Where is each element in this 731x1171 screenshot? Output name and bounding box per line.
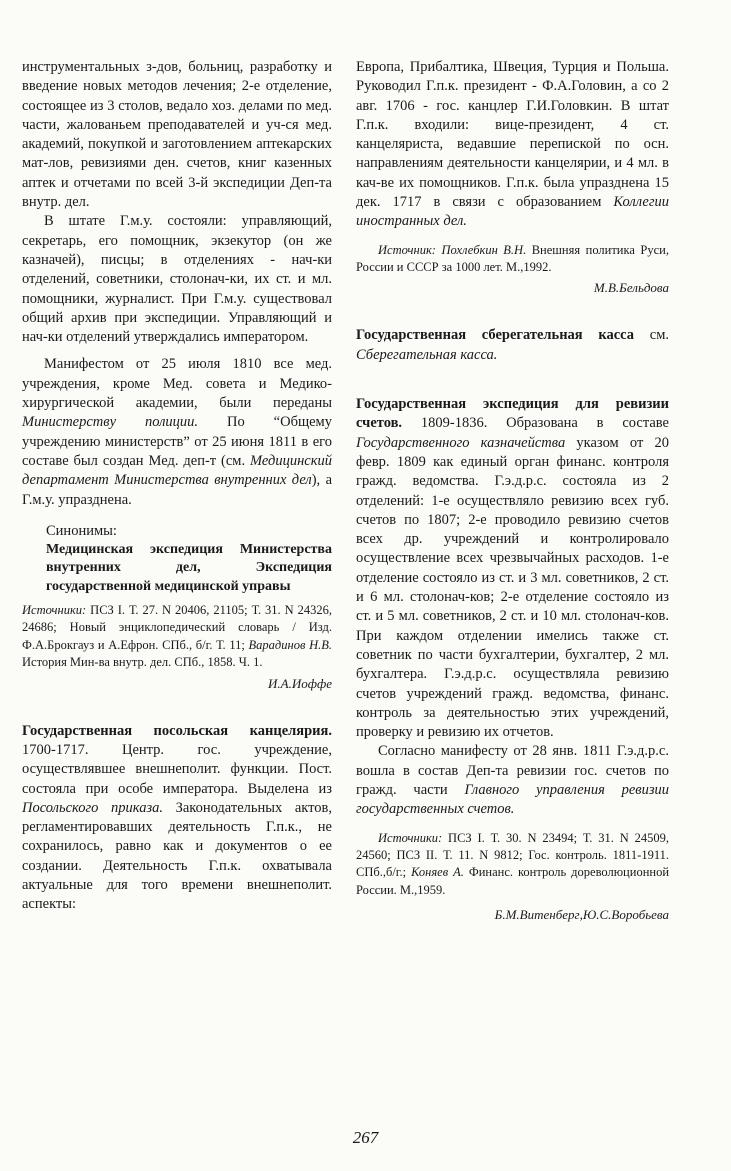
ministry-police-ref: Министерству полиции. (22, 414, 199, 431)
entry-posolskaya-headword: Государственная посольская канцелярия. (22, 722, 332, 739)
sources-1 (22, 602, 332, 672)
audit-main-directorate-ref: Главного управления ревизии государственных счетов. (356, 782, 669, 818)
sources-3-text-a: ПСЗ I. Т. 30. N 23494; Т. 31. N 24509, 24560; ПСЗ II. Т. 11. N 9812; Гос. контроль. 1811-1911. СПб.,б/г.; (356, 830, 669, 880)
entry-audit-expedition-headword: Государственная экспедиция для ревизии счетов. (356, 396, 669, 432)
entry-audit-text-a: 1809-1836. Образована в составе (402, 415, 669, 432)
entry-posolskaya (22, 722, 332, 915)
right-column (356, 58, 669, 923)
medical-department-ref: Медицинский департамент Министерства внутренних дел (22, 452, 332, 489)
audit-manifesto-text: Согласно манифесту от 28 янв. 1811 Г.э.д.р.с. вошла в состав Деп-та ревизии гос. счетов по гражд. части (356, 743, 669, 799)
manifesto-text-e: ), а Г.м.у. упразднена. (22, 472, 332, 508)
savings-bank-ref: Сберегательная касса. (356, 346, 498, 363)
sources-1-author: Варадинов Н.В. (248, 637, 332, 652)
paragraph-staff: В штате Г.м.у. состояли: управляющий, секретарь, его помощник, экзекутор (он же казначей), писцы; в отделениях - нач-ки отделений, советники, столонач-ки, их ст. и мл. помощники, журналист. При Г.м.у. существовал общий архив при экспедиции. Управляющий и нач-ки отделений утверждались императором. (22, 213, 332, 346)
entry-posolskaya-cont-text: Европа, Прибалтика, Швеция, Турция и Польша. Руководил Г.п.к. президент - Ф.А.Головин, а со 2 авг. 1706 - гос. канцлер Г.И.Головкин. В штат Г.п.к. входили: вице-президент, 4 ст. канцеляриста, ведавшие перепиской по осн. направлениям деятельности канцелярии, и 4 мл. в кач-ве их помощников. Г.п.к. была упразднена 15 дек. 1717 в связи с образованием (356, 59, 669, 211)
left-column (22, 58, 332, 915)
sources-3-label: Источники: (378, 830, 443, 845)
sources-1-text-a: ПСЗ I. Т. 27. N 20406, 21105; Т. 31. N 24326, 24686; Новый энциклопедический словарь / Изд. Ф.А.Брокгауз и А.Ефрон. СПб., б/г. Т. 11; (22, 603, 332, 652)
author-2: М.В.Бельдова (593, 280, 669, 296)
entry-savings-bank (356, 326, 669, 365)
sources-1-text-c: История Мин-ва внутр. дел. СПб., 1858. Ч. 1. (22, 655, 263, 670)
sources-3-author: Коняев А. (411, 865, 464, 880)
page-number: 267 (352, 1128, 379, 1147)
sources-2 (356, 242, 669, 277)
entry-savings-bank-headword: Государственная сберегательная касса (356, 327, 635, 344)
sources-3-text-c: Финанс. контроль дореволюционной России. М.,1959. (356, 865, 670, 897)
manifesto-text-a: Манифестом от 25 июля 1810 все мед. учреждения, кроме Мед. совета и Медико-хирургической академии, были переданы (22, 356, 332, 412)
paragraph-audit-manifesto (356, 742, 669, 819)
sources-1-label: Источники: (22, 603, 87, 618)
author-3: Б.М.Витенберг,Ю.С.Воробьева (494, 907, 669, 923)
entry-audit-text-c: указом от 20 февр. 1809 как единый орган финанс. контроля гражд. ведомства. Г.э.д.р.с. состояла из 2 отделений: 1-е осуществляло ревизию всех губ. счетов по 1807; 2-е проводило ревизию счетов всех др. учреждений и контролировало осуществление всех чрезвычайных расходов. 1-е отделение состояло из ст. и 3 мл. советников, 2 ст. и 6 мл. столонач-ков; 2-е отделение состояло из ст. и 5 мл. советников, 2 ст. и 10 мл. столонач-ков. При каждом отделении имелись также ст. советник по части бухгалтерии, бухгалтер, 2 мл. бухгалтера. Г.э.д.р.с. осуществляла ревизию счетов учреждений гражд. ведомства, финанс. контроль за деятельностью этих учреждений, проверку и ревизию их отчетов. (356, 434, 670, 741)
treasury-ref: Государственного казначейства (356, 434, 566, 451)
paragraph-manifesto (22, 355, 332, 509)
manifesto-text-c: По “Общему учреждению министерств” от 25 июня 1811 в его составе был создан Мед. деп-т (см. (22, 414, 332, 469)
paragraph-departments: инструментальных з-дов, больниц, разработку и введение новых методов лечения; 2-е отделение, состоящее из 3 столов, ведало хоз. делами по мед. части, жалованьем преподавателей и уч-ся мед. академий, покупкой и заготовлением аптекарских мат-лов, ревизиями ден. счетов, книг казенных аптек и отчетами по всей 3-й экспедиции Деп-та внутр. дел. (22, 59, 332, 211)
sources-3 (356, 830, 669, 900)
entry-savings-bank-see: см. (634, 327, 669, 344)
sources-2-text: Внешняя политика Руси, России и СССР за 1000 лет. М.,1992. (356, 242, 669, 275)
entry-posolskaya-continued (356, 58, 669, 232)
synonyms-list: Медицинская экспедиция Министерства внутренних дел, Экспедиция государственной медицинской управы (46, 541, 332, 594)
posolsky-prikaz-ref: Посольского приказа. (22, 799, 163, 816)
sources-2-label: Источник: (378, 242, 436, 257)
author-1: И.А.Иоффе (268, 675, 332, 691)
entry-posolskaya-text-a: 1700-1717. Центр. гос. учреждение, осуществлявшее внешнеполит. функции. Пост. состояла при особе императора. Выделена из (22, 741, 332, 797)
entry-posolskaya-text-c: Законодательных актов, регламентировавших деятельность Г.п.к., не сохранилось, равно как и документов о ее создании. Деятельность Г.п.к. охватывала актуальные для того времени внешнеполит. аспекты: (22, 799, 332, 913)
collegium-foreign-affairs-ref: Коллегии иностранных дел. (356, 194, 669, 230)
synonyms-label: Синонимы: (46, 522, 117, 539)
sources-2-author: Похлебкин В.Н. (441, 242, 527, 257)
entry-audit-expedition (356, 395, 669, 742)
